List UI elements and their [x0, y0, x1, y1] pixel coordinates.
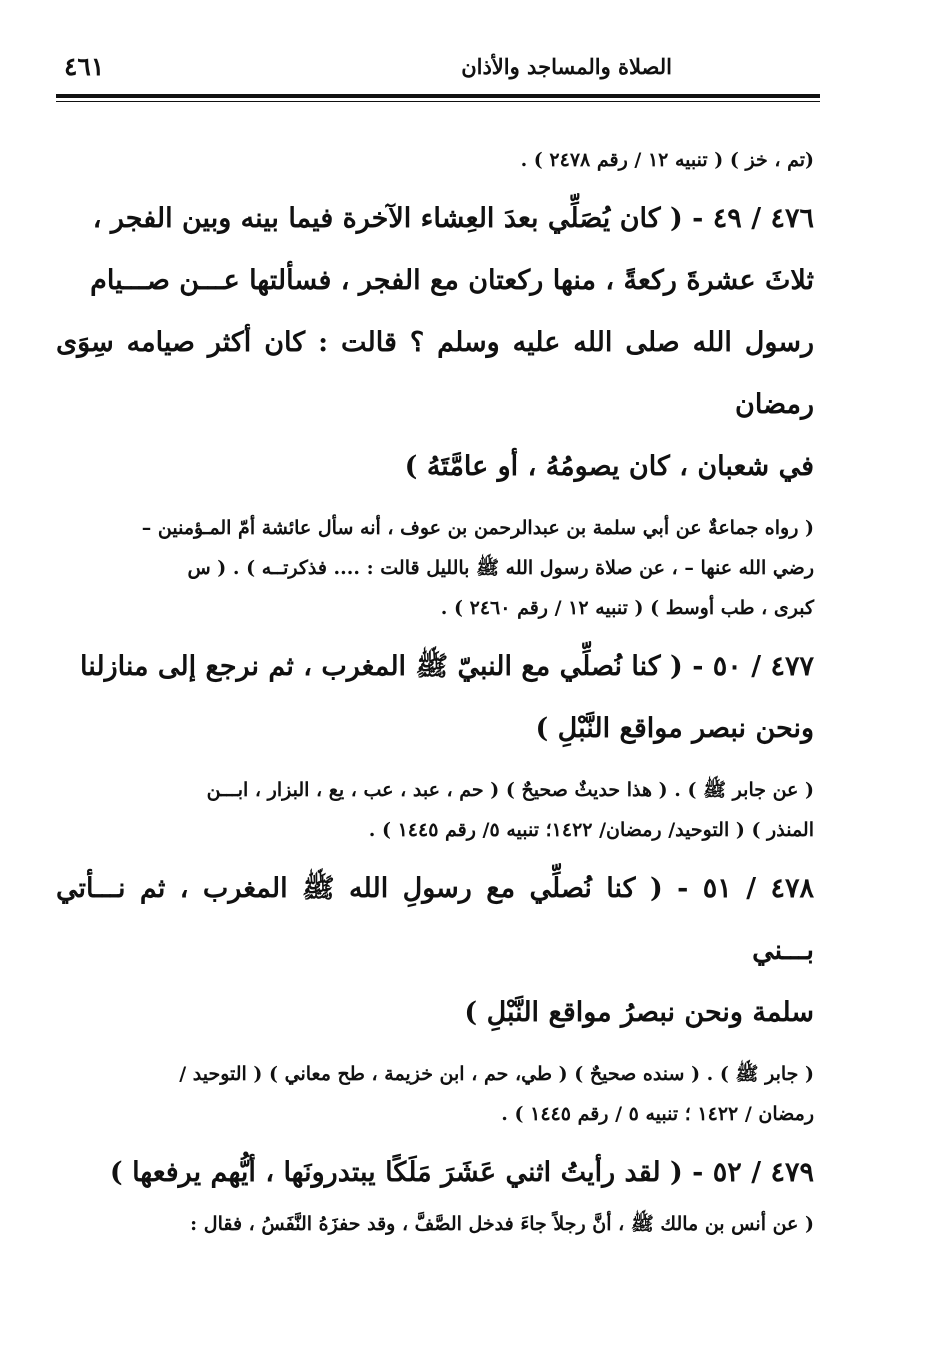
- note-line: (تم ، خز ) ( تنبيه ١٢ / رقم ٢٤٧٨ ) .: [520, 149, 814, 171]
- page-number: ٤٦١: [64, 52, 105, 81]
- note-block: [56, 140, 814, 180]
- running-title: الصلاة والمساجد والأذان: [461, 54, 672, 79]
- hadith-block: [56, 858, 814, 1044]
- note-block: [56, 770, 814, 850]
- hadith-line: ٤٧٧ / ٥٠ - ( كنا نُصلِّي مع النبيّ ﷺ المغرب ، ثم نرجع إلى منازلنا: [79, 651, 814, 682]
- hadith-block: [56, 636, 814, 760]
- hadith-line: ٤٧٨ / ٥١ - ( كنا نُصلِّي مع رسولِ الله ﷺ المغرب ، ثم نـــأتي بـــني: [56, 873, 814, 966]
- hadith-line: رسول الله صلى الله عليه وسلم ؟ قالت : كان أكثر صيامه سِوَى رمضان: [56, 327, 814, 420]
- note-line: ( عن جابر ﷺ ) . ( هذا حديثٌ صحيحٌ ) ( حم ، عبد ، عب ، يع ، البزار ، ابـــن: [206, 779, 814, 801]
- hadith-line: سلمة ونحن نبصرُ مواقع النَّبْلِ ): [464, 997, 814, 1028]
- note-line: كبرى ، طب أوسط ) ( تنبيه ١٢ / رقم ٢٤٦٠ ) .: [440, 597, 814, 619]
- note-line: ( جابر ﷺ ) . ( سنده صحيحٌ ) ( طي، حم ، ابن خزيمة ، طح معاني ) ( التوحيد /: [179, 1063, 814, 1085]
- note-line: المنذر ) ( التوحيد/ رمضان/ ١٤٢٢؛ تنبيه ٥/ رقم ١٤٤٥ ) .: [368, 819, 814, 841]
- note-line: رمضان / ١٤٢٢ ؛ تنبيه ٥ / رقم ١٤٤٥ ) .: [501, 1103, 814, 1125]
- note-line: رضي الله عنها – ، عن صلاة رسول الله ﷺ بالليل قالت : .... فذكرتــه ) . ( س: [187, 557, 814, 579]
- hadith-line: ثلاثَ عشرةَ ركعةً ، منها ركعتان مع الفجر ، فسألتها عـــن صـــيام: [90, 265, 814, 296]
- hadith-line: ٤٧٦ / ٤٩ - ( كان يُصَلِّي بعدَ العِشاء الآخرة فيما بينه وبين الفجر ،: [92, 203, 814, 234]
- page-body: [56, 140, 814, 1244]
- header-rule-thin: [56, 101, 820, 102]
- hadith-block: [56, 1142, 814, 1204]
- note-block: [56, 508, 814, 628]
- hadith-block: [56, 188, 814, 498]
- note-line: ( رواه جماعةٌ عن أبي سلمة بن عبدالرحمن بن عوف ، أنه سأل عائشة أمّ المـؤمنين –: [141, 517, 814, 539]
- page-header: [56, 52, 820, 92]
- note-block: [56, 1054, 814, 1134]
- note-block: [56, 1204, 814, 1244]
- hadith-line: ٤٧٩ / ٥٢ - ( لقد رأيتُ اثني عَشَرَ مَلَكًا يبتدرونَها ، أيُّهم يرفعها ): [109, 1157, 814, 1188]
- hadith-line: في شعبان ، كان يصومُهُ ، أو عامَّتَهُ ): [404, 451, 814, 482]
- hadith-line: ونحن نبصر مواقع النَّبْلِ ): [535, 713, 814, 744]
- header-rule-thick: [56, 94, 820, 98]
- note-line: ( عن أنس بن مالك ﷺ ، أنَّ رجلاً جاءَ فدخل الصَّفَّ ، وقد حفزَهُ النَّفَسُ ، فقال :: [190, 1213, 814, 1235]
